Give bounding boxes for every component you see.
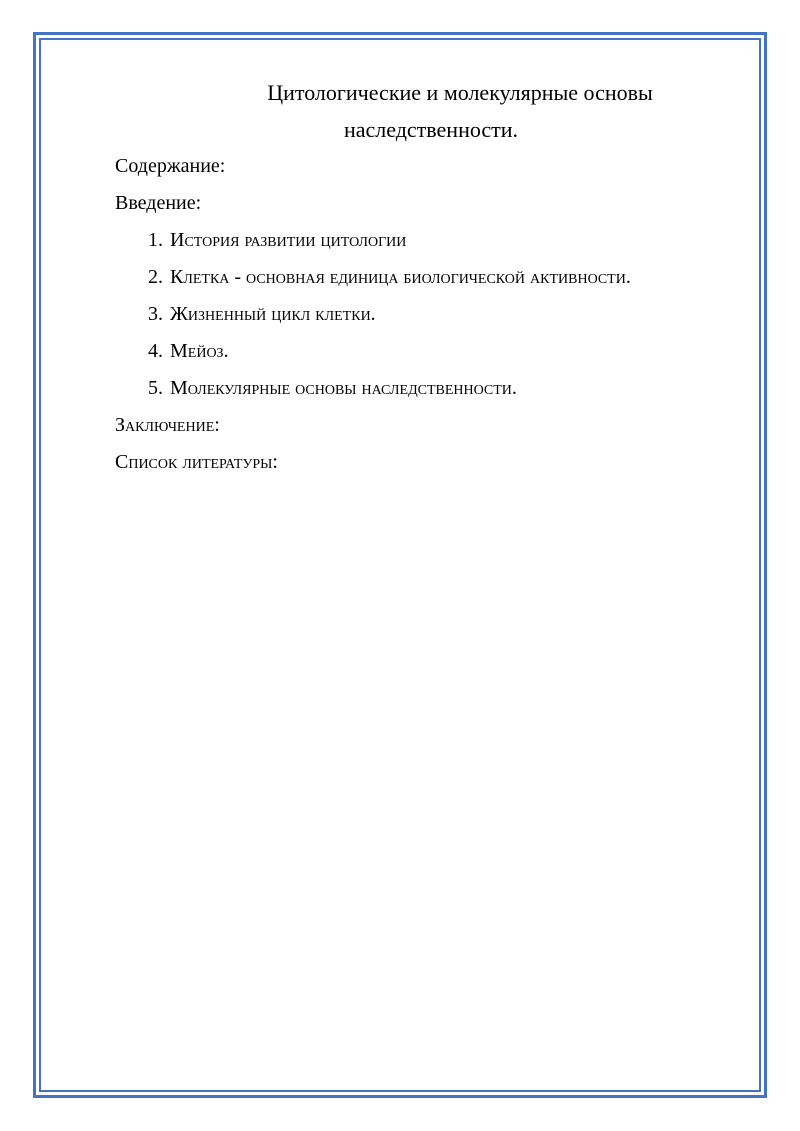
title-line-2: наследственности. <box>343 117 519 142</box>
toc-item-text: Мейоз. <box>170 340 229 362</box>
toc-item-number: 1. <box>148 229 163 251</box>
table-of-contents <box>115 222 735 407</box>
toc-item-text: Молекулярные основы наследственности. <box>170 377 517 399</box>
toc-item-number: 5. <box>148 377 163 399</box>
toc-item-text: История развитии цитологии <box>170 229 407 251</box>
document-title <box>115 74 735 148</box>
contents-heading: Содержание: <box>115 155 226 177</box>
toc-item-text: Жизненный цикл клетки. <box>170 303 376 325</box>
toc-item <box>115 222 735 259</box>
toc-item-number: 2. <box>148 266 163 288</box>
title-line-1: Цитологические и молекулярные основы <box>267 80 653 105</box>
toc-item-text: Клетка - основная единица биологической активности. <box>170 266 631 288</box>
toc-item <box>115 370 735 407</box>
toc-item <box>115 333 735 370</box>
toc-item <box>115 296 735 333</box>
intro-heading: Введение: <box>115 192 202 214</box>
document-body <box>115 74 735 481</box>
references-heading: Список литературы: <box>115 451 278 473</box>
toc-item <box>115 259 735 296</box>
toc-item-number: 3. <box>148 303 163 325</box>
conclusion-heading: Заключение: <box>115 414 220 436</box>
toc-item-number: 4. <box>148 340 163 362</box>
